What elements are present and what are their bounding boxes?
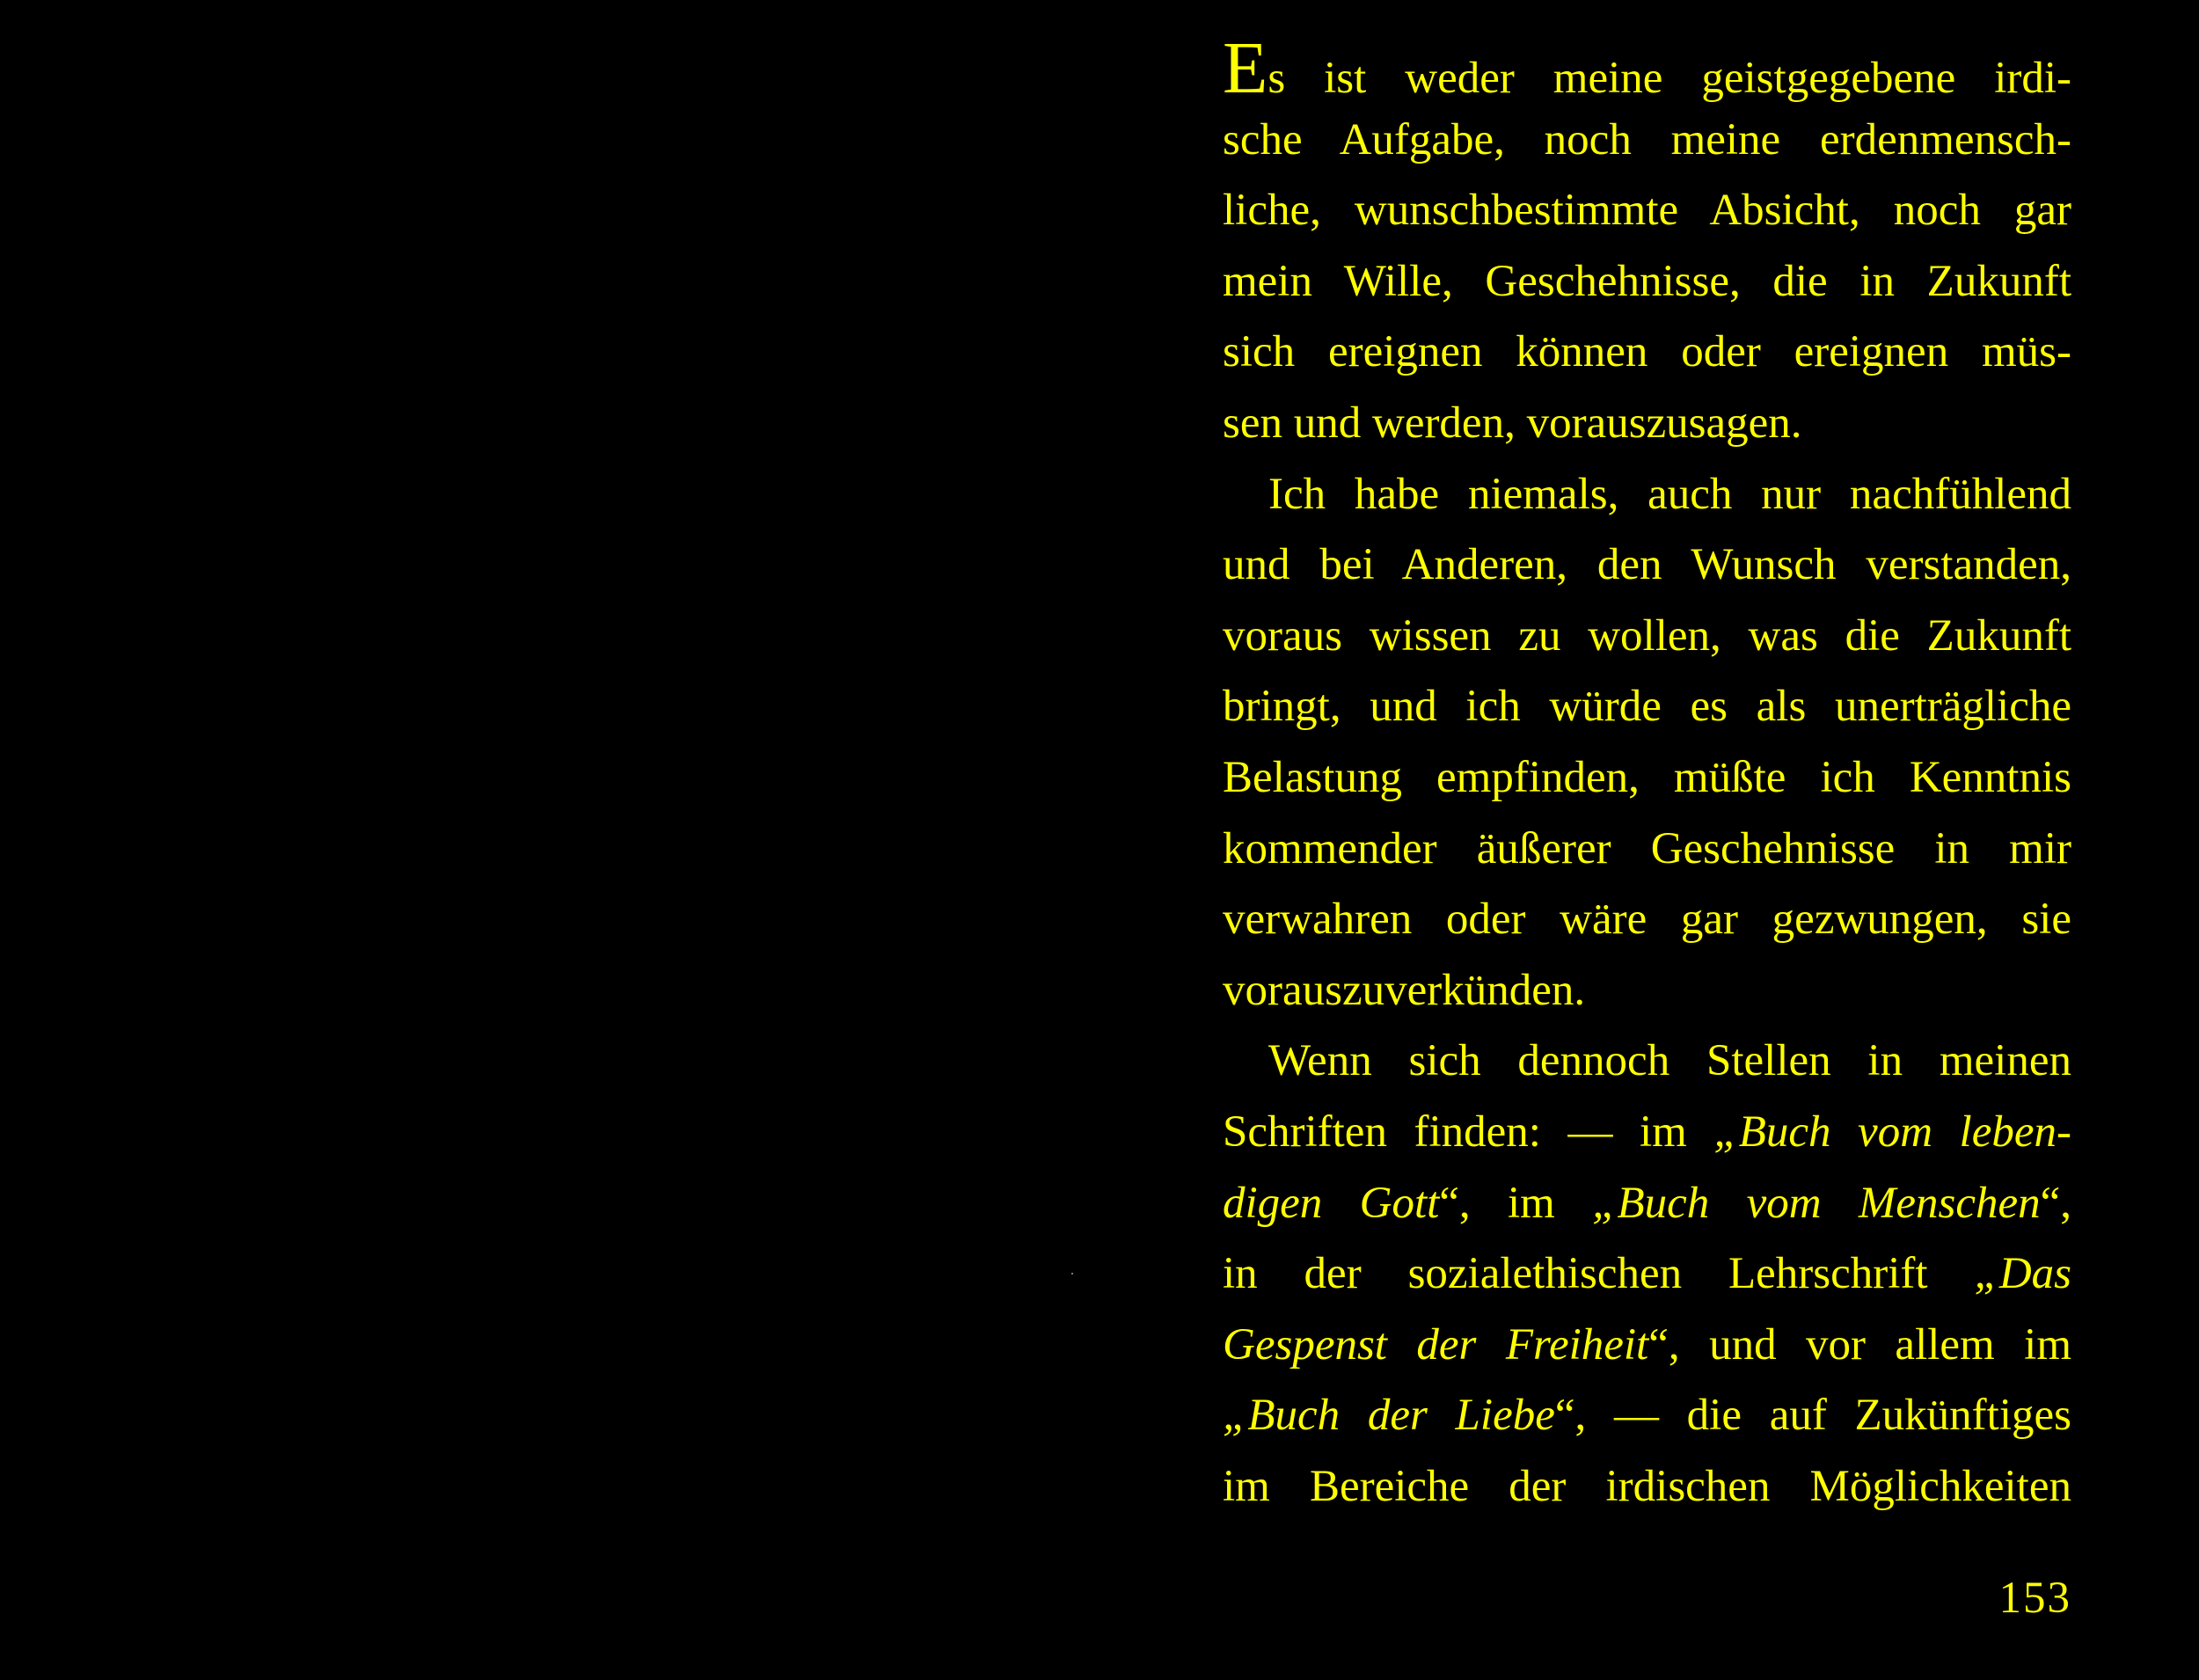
paragraph-3-line-6	[1223, 1380, 2071, 1451]
book-title-lebendigen-gott-part-2: digen Gott	[1223, 1178, 1440, 1228]
book-title-gespenst-part-2: Gespenst der Freiheit	[1223, 1319, 1649, 1370]
paragraph-3-line-5	[1223, 1310, 2071, 1381]
paragraph-3-line-3-mid: “, im	[1439, 1178, 1593, 1228]
book-title-lebendigen-gott-part-1: „Buch vom leben-	[1713, 1107, 2071, 1157]
paragraph-3-line-4-text: in der sozialethischen Lehrschrift	[1223, 1249, 1975, 1299]
paragraph-3-line-3-end: “,	[2040, 1178, 2072, 1228]
scan-speck	[1071, 1273, 1073, 1275]
paragraph-3-line-2	[1223, 1097, 2071, 1168]
paragraph-3-line-6-text: “, — die auf Zukünftiges	[1554, 1391, 2071, 1441]
paragraph-3-line-4	[1223, 1238, 2071, 1310]
book-title-liebe: „Buch der Liebe	[1223, 1391, 1555, 1441]
book-title-gespenst-part-1: „Das	[1974, 1249, 2071, 1299]
paragraph-2-line-4: bringt, und ich würde es als unerträgliche	[1223, 682, 2071, 732]
paragraph-2-line-6: kommender äußerer Geschehnisse in mir	[1223, 823, 2071, 873]
paragraph-3-line-2-text: Schriften finden: — im	[1223, 1107, 1714, 1157]
paragraph-3-line-3	[1223, 1168, 2071, 1239]
paragraph-1-line-2: sche Aufgabe, noch meine erdenmensch-	[1223, 114, 2071, 164]
paragraph-3-line-1: Wenn sich dennoch Stellen in meinen	[1268, 1036, 2071, 1086]
paragraph-1-line-5: sich ereignen können oder ereignen müs-	[1223, 327, 2071, 377]
paragraph-1-line-6: sen und werden, vorauszusagen.	[1223, 398, 1802, 448]
paragraph-2-line-1: Ich habe niemals, auch nur nachfühlend	[1268, 469, 2071, 519]
paragraph-1-line-3: liche, wunschbestimmte Absicht, noch gar	[1223, 186, 2071, 236]
paragraph-2-line-8: vorauszuverkünden.	[1223, 965, 1586, 1015]
drop-initial: E	[1223, 27, 1268, 109]
paragraph-1-line-4: mein Wille, Geschehnisse, die in Zukunft	[1223, 256, 2071, 306]
page-number: 153	[1998, 1574, 2071, 1623]
paragraph-2-line-7: verwahren oder wäre gar gezwungen, sie	[1223, 895, 2071, 945]
paragraph-2-line-2: und bei Anderen, den Wunsch verstanden,	[1223, 540, 2071, 590]
paragraph-2-line-3: voraus wissen zu wollen, was die Zukunft	[1223, 610, 2071, 661]
body-text	[1223, 27, 2072, 1522]
paragraph-3-line-5-text: “, und vor allem im	[1648, 1319, 2071, 1370]
paragraph-3-line-7: im Bereiche der irdischen Möglichkeiten	[1223, 1461, 2071, 1511]
paragraph-1-line-1	[1223, 27, 2071, 109]
paragraph-2-line-5: Belastung empfinden, müßte ich Kenntnis	[1223, 752, 2071, 802]
paragraph-1-line-1-text: s ist weder meine geistgegebene irdi-	[1268, 54, 2071, 103]
book-title-menschen: „Buch vom Menschen	[1592, 1178, 2041, 1228]
